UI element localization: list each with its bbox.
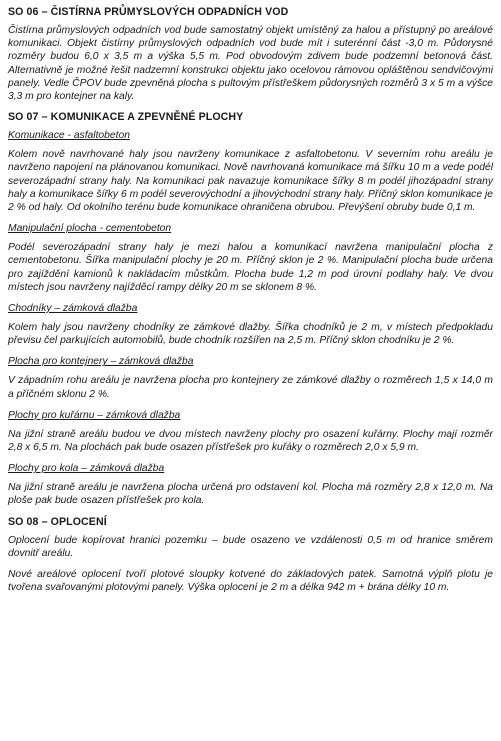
paragraph-plochy-kurarna: Na jižní straně areálu budou ve dvou místech navrženy plochy pro osazení kuřárny. Plochy mají rozměr 2,8 x 6,5 m. Na plochách pak bude osazen přístřešek pro kuřáky o rozměrech 2,0 x 5,9 m. [8,428,493,454]
subheading-plochy-kurarna: Plochy pro kuřárnu – zámková dlažba [8,409,181,421]
paragraph-komunikace: Kolem nově navrhované haly jsou navrženy komunikace z asfaltobetonu. V severním rohu areálu je navrženo napojení na plánovanou komunikaci. Nově navrhovaná komunikace má šířku 10 m a vede podél severozápadní strany haly. Na komunikaci pak navazuje komunikace šířky 8 m podél jihozápadní strany haly a komunikace šířky 6 m podél severovýchodní a jihovýchodní strany haly. Příčný sklon komunikace je 2 % od haly. Od okolního terénu bude komunikace ohraničena obrubou. Převýšení obruby bude 0,1 m. [8,149,493,214]
paragraph-so08-2: Nové areálové oplocení tvoří plotové sloupky kotvené do základových patek. Samotná výplň plotu je tvořena svařovanými plotovými panely. Výška oplocení je 2 m a délka 942 m + brána délky 10 m. [8,569,493,594]
subheading-plochy-kola: Plochy pro kola – zámková dlažba [8,463,165,475]
paragraph-so06: Čistírna průmyslových odpadních vod bude samostatný objekt umístěný za halou a přístupný po areálové komunikaci. Objekt čistírny průmyslových odpadních vod bude mít i suterénní část -3,0 m. Půdorysné rozměry budou 6,0 x 3,5 m a výška 5,5 m. Pod obvodovým zdivem bude podzemní betonová část. Alternativně je možné řešit nadzemní konstrukci objektu jako ocelovou rámovou opláštěnou sendvičovými panely. Vedle ČPOV bude zpevněná plocha s pultovým přístřeškem půdorysných rozměrů 3 x 5 m a výšce 3,3 m pro kontejner na kaly. [8,25,493,103]
section-heading-so07: SO 07 – KOMUNIKACE A ZPEVNĚNÉ PLOCHY [8,111,244,124]
subheading-chodniky: Chodníky – zámková dlažba [8,303,138,315]
subheading-manipulacni-plocha: Manipulační plocha - cementobeton [8,223,172,235]
paragraph-manipulacni-plocha: Podél severozápadní strany haly je mezi halou a komunikací navržena manipulační plocha z cementobetonu. Šířka manipulační plochy je 20 m. Příčný sklon je 2 %. Manipulační plocha bude určena pro zajíždění kamionů k nakládacím můstkům. Plocha bude 1,2 m pod úrovní podlahy haly. Ve dvou místech jsou navrženy najížděcí rampy délky 20 m se sklonem 8 %. [8,242,493,293]
paragraph-plochy-kola: Na jižní straně areálu je navržena plocha určená pro odstavení kol. Plocha má rozměry 2,8 x 12,0 m. Na ploše pak bude osazen přístřešek pro kola. [8,482,493,507]
paragraph-plocha-kontejnery: V západním rohu areálu je navržena plocha pro kontejnery ze zámkové dlažby o rozměrech 1,5 x 14,0 m a příčném sklonu 2 %. [8,375,493,400]
subheading-plocha-kontejnery: Plocha pro kontejnery – zámková dlažba [8,356,194,368]
paragraph-so08-1: Oplocení bude kopírovat hranici pozemku – bude osazeno ve vzdálenosti 0,5 m od hranice směrem dovnitř areálu. [8,534,493,559]
section-heading-so06: SO 06 – ČISTÍRNA PRŮMYSLOVÝCH ODPADNÍCH VOD [8,6,289,18]
subheading-komunikace: Komunikace - asfaltobeton [8,130,130,142]
paragraph-chodniky: Kolem haly jsou navrženy chodníky ze zámkové dlažby. Šířka chodníků je 2 m, v místech předpokladu převisu čel parkujících automobilů, bude chodník rozšířen na 2,5 m. Příčný sklon chodníku je 2 %. [8,322,493,347]
section-heading-so08: SO 08 – OPLOCENÍ [8,515,107,528]
